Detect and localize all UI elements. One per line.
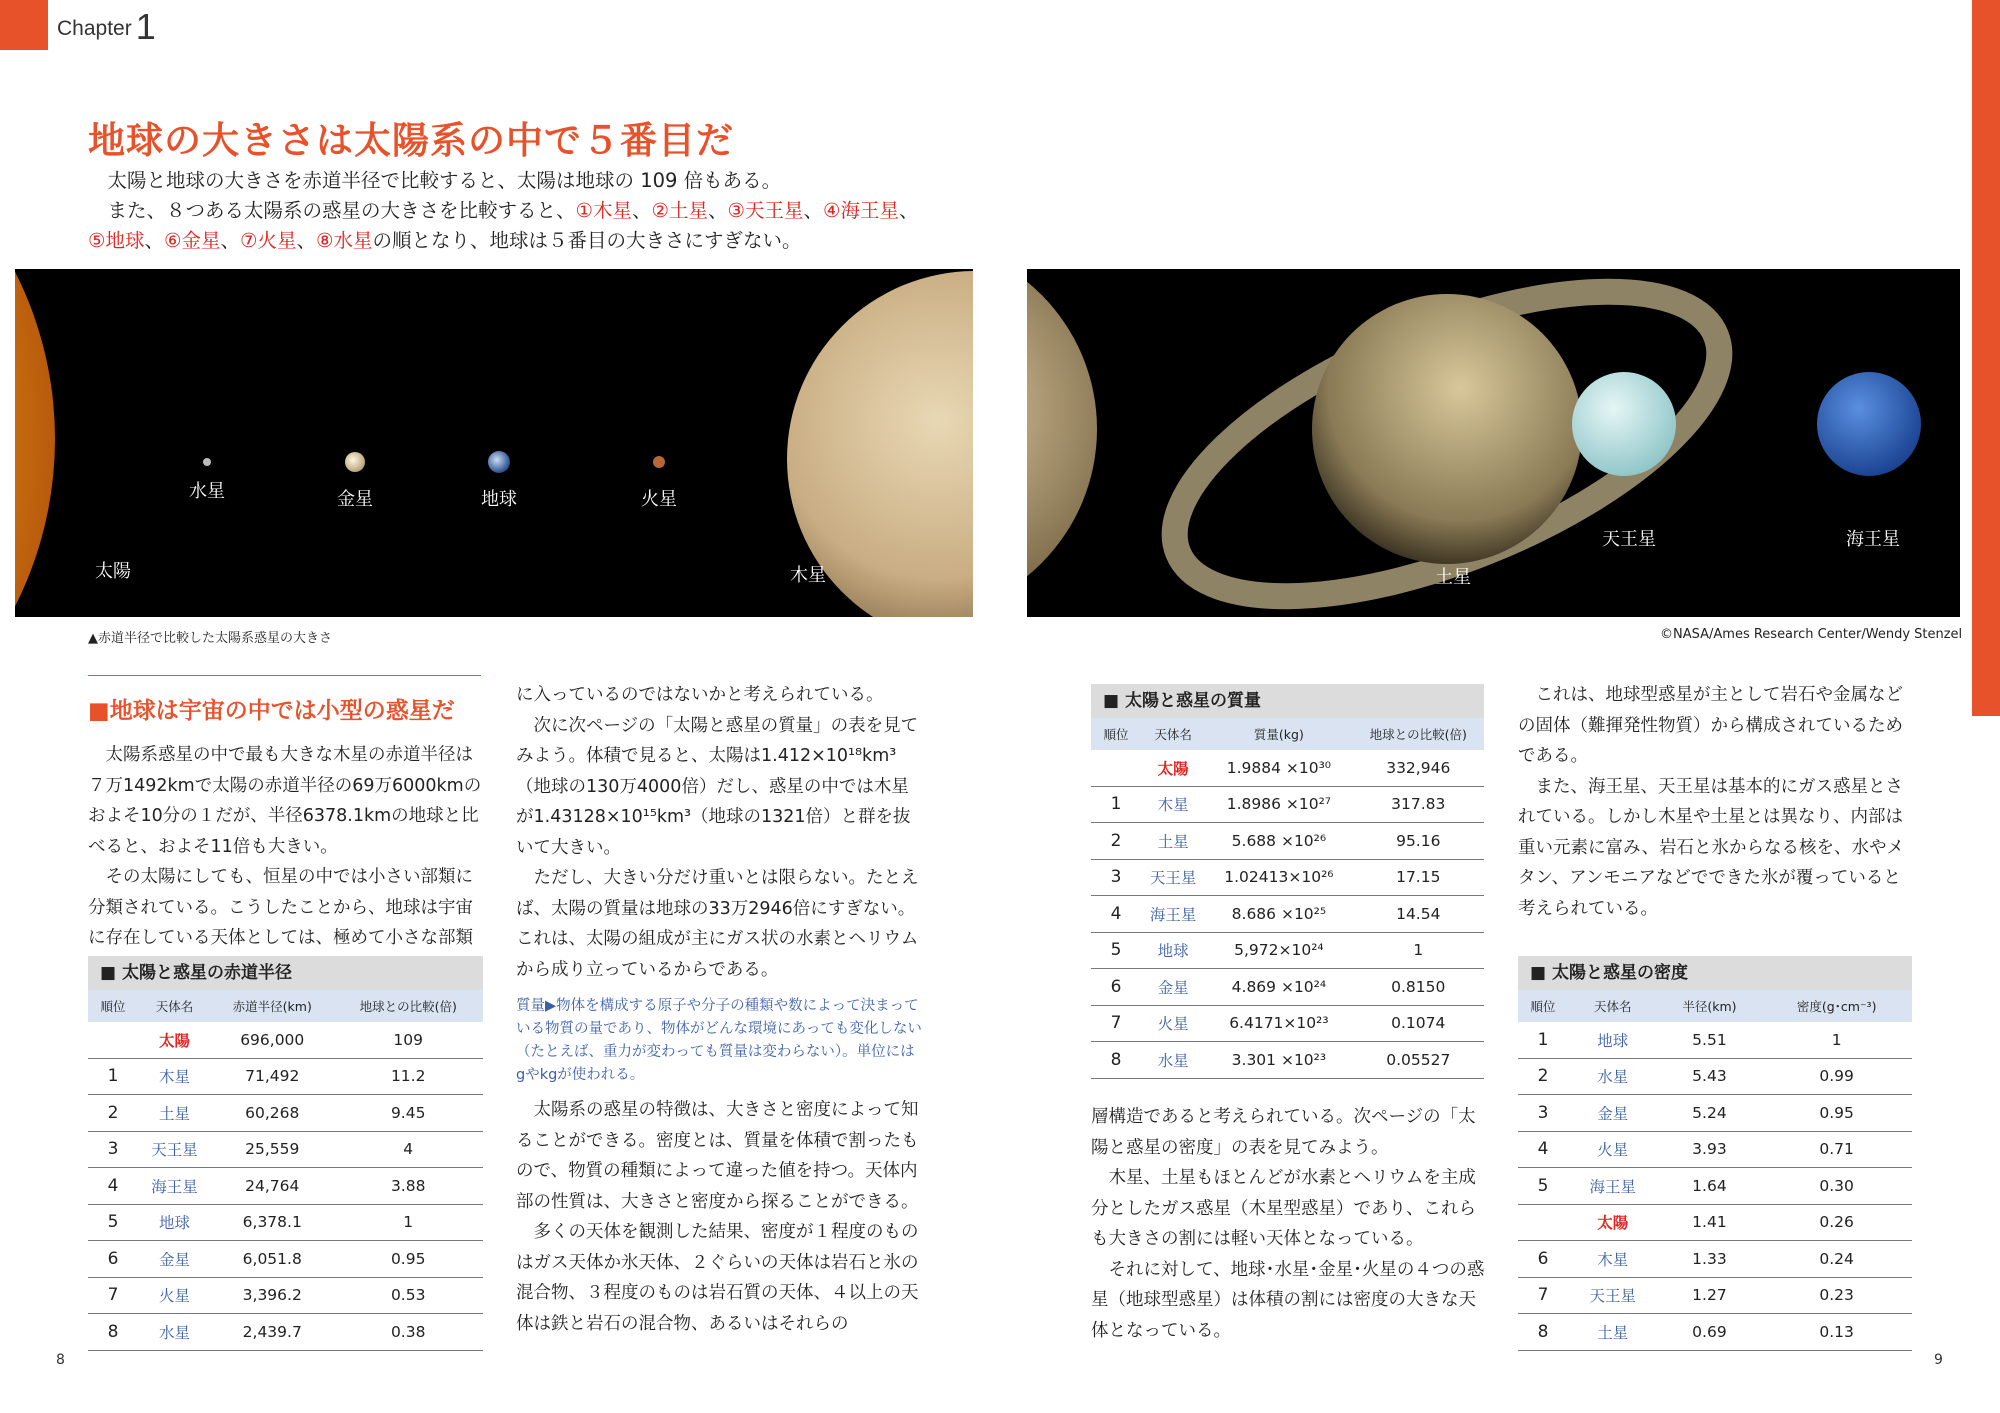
table-cell: 太陽	[138, 1022, 211, 1058]
table-header: 順位	[1091, 718, 1141, 750]
table-cell: 1.8986 ×10²⁷	[1205, 786, 1352, 823]
uranus-image	[1572, 372, 1676, 476]
table-cell: 水星	[138, 1314, 211, 1351]
table-row	[1518, 1314, 1912, 1351]
table-cell: 地球	[1568, 1022, 1658, 1058]
rank-item: ④海王星	[823, 199, 899, 222]
paragraph: ただし、大きい分だけ重いとは限らない。たとえば、太陽の質量は地球の33万2946倍にすぎない。これは、太陽の組成が主にガス状の水素とヘリウムから成り立っているからである。	[516, 868, 919, 980]
table-cell: 海王星	[1141, 896, 1205, 933]
table-cell	[1518, 1204, 1568, 1241]
table-cell: 4	[333, 1131, 483, 1168]
table-cell: 0.05527	[1353, 1042, 1484, 1079]
label-earth: 地球	[481, 489, 517, 510]
table-cell: 0.13	[1761, 1314, 1912, 1351]
table-cell: 0.30	[1761, 1168, 1912, 1205]
table-cell: 海王星	[1568, 1168, 1658, 1205]
table-cell: 3.93	[1658, 1131, 1762, 1168]
table-header: 天体名	[1141, 718, 1205, 750]
label-jupiter: 木星	[790, 565, 826, 586]
table-row	[88, 1314, 483, 1351]
table-row	[88, 1095, 483, 1132]
table-cell: 8	[88, 1314, 138, 1351]
table-cell: 6	[88, 1241, 138, 1278]
table-cell: 1.9884 ×10³⁰	[1205, 750, 1352, 786]
table-cell: 0.38	[333, 1314, 483, 1351]
table-row	[1518, 1277, 1912, 1314]
saturn-image	[1312, 294, 1582, 564]
paragraph: 太陽系惑星の中で最も大きな木星の赤道半径は７万1492kmで太陽の赤道半径の69万6000kmのおよそ10分の１だが、半径6378.1kmの地球と比べると、およそ11倍も大きい。	[88, 745, 482, 857]
table-row	[1518, 1058, 1912, 1095]
table-cell: 6	[1091, 969, 1141, 1006]
rank-item: ⑥金星	[164, 229, 221, 252]
table-cell: 1.41	[1658, 1204, 1762, 1241]
paragraph: 層構造であると考えられている。次ページの「太陽と惑星の密度」の表を見てみよう。	[1091, 1107, 1476, 1158]
table-cell: 金星	[1141, 969, 1205, 1006]
table-header: 密度(g･cm⁻³)	[1761, 990, 1912, 1022]
table-cell: 0.99	[1761, 1058, 1912, 1095]
table-title: ■ 太陽と惑星の赤道半径	[88, 956, 483, 990]
paragraph: これは、地球型惑星が主として岩石や金属などの固体（難揮発性物質）から構成されているためである。	[1518, 685, 1903, 766]
table-cell: 7	[1518, 1277, 1568, 1314]
table-row	[1091, 823, 1484, 860]
table-row	[1091, 1042, 1484, 1079]
table-cell: 木星	[1568, 1241, 1658, 1278]
table-cell: 332,946	[1353, 750, 1484, 786]
lead-line-3: ⑤地球、⑥金星、⑦火星、⑧水星の順となり、地球は５番目の大きさにすぎない。	[88, 229, 802, 252]
table-cell: 6,378.1	[211, 1204, 333, 1241]
table-cell: 3	[1518, 1095, 1568, 1132]
table-cell: 25,559	[211, 1131, 333, 1168]
table-cell: 0.23	[1761, 1277, 1912, 1314]
rank-item: ①木星	[575, 199, 632, 222]
table-cell: 71,492	[211, 1058, 333, 1095]
body-column-1	[88, 740, 483, 954]
table-cell: 金星	[138, 1241, 211, 1278]
table-cell: 4.869 ×10²⁴	[1205, 969, 1352, 1006]
table-cell: 土星	[1141, 823, 1205, 860]
table-row	[1518, 1022, 1912, 1058]
table-cell: 5.51	[1658, 1022, 1762, 1058]
table-cell: 8.686 ×10²⁵	[1205, 896, 1352, 933]
table-header: 順位	[88, 990, 138, 1022]
table-row	[1091, 750, 1484, 786]
chapter-marker	[0, 0, 48, 50]
jupiter-edge-image	[1027, 269, 1097, 617]
table-cell: 火星	[138, 1277, 211, 1314]
table-cell: 地球	[138, 1204, 211, 1241]
table-cell: 海王星	[138, 1168, 211, 1205]
label-neptune: 海王星	[1846, 529, 1900, 550]
table-header: 質量(kg)	[1205, 718, 1352, 750]
table-cell: 1	[333, 1204, 483, 1241]
paragraph: 木星、土星もほとんどが水素とヘリウムを主成分としたガス惑星（木星型惑星）であり、これらも大きさの割には軽い天体となっている。	[1091, 1168, 1476, 1249]
table-cell: 5	[88, 1204, 138, 1241]
table-cell: 木星	[1141, 786, 1205, 823]
label-mars: 火星	[641, 489, 677, 510]
body-column-2	[516, 680, 922, 1339]
table-row	[88, 1131, 483, 1168]
table-cell: 火星	[1141, 1005, 1205, 1042]
label-venus: 金星	[337, 489, 373, 510]
table-row	[1091, 859, 1484, 896]
table-header: 天体名	[138, 990, 211, 1022]
table-cell: 109	[333, 1022, 483, 1058]
table-header: 地球との比較(倍)	[1353, 718, 1484, 750]
table-row	[1518, 1168, 1912, 1205]
table-row	[1518, 1241, 1912, 1278]
table-cell: 696,000	[211, 1022, 333, 1058]
table-row	[1091, 786, 1484, 823]
table-cell: 4	[88, 1168, 138, 1205]
table-row	[88, 1241, 483, 1278]
table-cell: 0.8150	[1353, 969, 1484, 1006]
table-cell: 24,764	[211, 1168, 333, 1205]
table-cell: 5	[1091, 932, 1141, 969]
mass-note: 質量▶物体を構成する原子や分子の種類や数によって決まっている物質の量であり、物体がどんな環境にあっても変化しない（たとえば、重力が変わっても質量は変わらない）。単位にはgやkgが使われる。	[516, 998, 922, 1083]
table-cell: 金星	[1568, 1095, 1658, 1132]
table-cell: 火星	[1568, 1131, 1658, 1168]
table-cell: 9.45	[333, 1095, 483, 1132]
table-cell: 5.43	[1658, 1058, 1762, 1095]
paragraph: に入っているのではないかと考えられている。	[516, 685, 884, 705]
paragraph: 次に次ページの「太陽と惑星の質量」の表を見てみよう。体積で見ると、太陽は1.412×10¹⁸km³（地球の130万4000倍）だし、惑星の中では木星が1.43128×10¹⁵km³（地球の1321倍）と群を抜いて大きい。	[516, 715, 919, 858]
table-header: 半径(km)	[1658, 990, 1762, 1022]
table-cell: 0.69	[1658, 1314, 1762, 1351]
table-cell: 95.16	[1353, 823, 1484, 860]
venus-image	[345, 452, 365, 472]
table-cell: 1.27	[1658, 1277, 1762, 1314]
paragraph: また、海王星、天王星は基本的にガス惑星とされている。しかし木星や土星とは異なり、内部は重い元素に富み、岩石と氷からなる核を、水やメタン、アンモニアなどでできた氷が覆っていると考えられている。	[1518, 776, 1905, 919]
table-cell: 1	[88, 1058, 138, 1095]
table-row	[1518, 1204, 1912, 1241]
table-row	[1091, 896, 1484, 933]
table-row	[88, 1022, 483, 1058]
paragraph: 太陽系の惑星の特徴は、大きさと密度によって知ることができる。密度とは、質量を体積で割ったもので、物質の種類によって違った値を持つ。天体内部の性質は、大きさと密度から探ることができる。	[516, 1100, 919, 1212]
table-cell: 太陽	[1141, 750, 1205, 786]
table-cell: 5.24	[1658, 1095, 1762, 1132]
table-cell: 2	[1091, 823, 1141, 860]
label-mercury: 水星	[189, 481, 225, 502]
planets-photo-left	[15, 269, 973, 617]
chapter-number: 1	[135, 6, 156, 47]
earth-image	[488, 451, 510, 473]
table-row	[1091, 932, 1484, 969]
table-cell: 3	[1091, 859, 1141, 896]
paragraph: その太陽にしても、恒星の中では小さい部類に分類されている。こうしたことから、地球は宇宙に存在している天体としては、極めて小さな部類	[88, 867, 473, 948]
table-cell: 地球	[1141, 932, 1205, 969]
table-cell: 6.4171×10²³	[1205, 1005, 1352, 1042]
table-cell: 4	[1091, 896, 1141, 933]
table-cell: 1	[1518, 1022, 1568, 1058]
page-title: 地球の大きさは太陽系の中で５番目だ	[88, 119, 734, 162]
table-cell: 5	[1518, 1168, 1568, 1205]
table-header: 地球との比較(倍)	[333, 990, 483, 1022]
table-title: ■ 太陽と惑星の密度	[1518, 956, 1912, 990]
table-cell: 2,439.7	[211, 1314, 333, 1351]
table-row	[1091, 969, 1484, 1006]
table-title: ■ 太陽と惑星の質量	[1091, 684, 1484, 718]
paragraph: 多くの天体を観測した結果、密度が１程度のものはガス天体か氷天体、２ぐらいの天体は岩石と氷の混合物、３程度のものは岩石質の天体、４以上の天体は鉄と岩石の混合物、あるいはそれらの	[516, 1222, 919, 1334]
rank-item: ⑤地球	[88, 229, 145, 252]
mass-table	[1091, 718, 1484, 1079]
lead-line-2: また、８つある太陽系の惑星の大きさを比較すると、①木星、②土星、③天王星、④海王星、	[107, 199, 919, 222]
table-cell: 1.02413×10²⁶	[1205, 859, 1352, 896]
paragraph: それに対して、地球･水星･金星･火星の４つの惑星（地球型惑星）は体積の割には密度の大きな天体となっている。	[1091, 1259, 1485, 1341]
chapter-label: Chapter 1	[57, 6, 156, 47]
table-density	[1518, 956, 1912, 1351]
label-saturn: 土星	[1435, 567, 1471, 588]
table-cell: 1	[1761, 1022, 1912, 1058]
table-cell: 1	[1091, 786, 1141, 823]
table-cell: 水星	[1568, 1058, 1658, 1095]
sun-image	[15, 269, 55, 617]
table-cell: 0.95	[1761, 1095, 1912, 1132]
table-cell: 土星	[1568, 1314, 1658, 1351]
table-cell	[88, 1022, 138, 1058]
table-radius	[88, 956, 483, 1351]
planets-illustration-left	[15, 269, 973, 617]
lead-line-1: 太陽と地球の大きさを赤道半径で比較すると、太陽は地球の 109 倍もある。	[107, 169, 782, 192]
table-row	[88, 1058, 483, 1095]
table-cell: 17.15	[1353, 859, 1484, 896]
table-cell: 天王星	[1141, 859, 1205, 896]
table-cell: 水星	[1141, 1042, 1205, 1079]
table-cell: 5,972×10²⁴	[1205, 932, 1352, 969]
table-cell: 1	[1353, 932, 1484, 969]
planets-illustration-right	[1027, 269, 1960, 617]
label-sun: 太陽	[95, 561, 131, 582]
label-uranus: 天王星	[1602, 529, 1656, 550]
table-cell: 土星	[138, 1095, 211, 1132]
neptune-image	[1817, 372, 1921, 476]
rank-item: ⑧水星	[316, 229, 373, 252]
table-cell: 1.64	[1658, 1168, 1762, 1205]
photo-credit: ©NASA/Ames Research Center/Wendy Stenzel	[1660, 627, 1963, 642]
photo-caption: ▲赤道半径で比較した太陽系惑星の大きさ	[88, 631, 332, 646]
table-header: 天体名	[1568, 990, 1658, 1022]
table-cell: 7	[1091, 1005, 1141, 1042]
table-cell: 0.95	[333, 1241, 483, 1278]
table-cell: 2	[1518, 1058, 1568, 1095]
table-cell: 4	[1518, 1131, 1568, 1168]
table-cell: 7	[88, 1277, 138, 1314]
table-row	[88, 1204, 483, 1241]
table-cell: 6	[1518, 1241, 1568, 1278]
density-table	[1518, 990, 1912, 1351]
table-cell: 3.88	[333, 1168, 483, 1205]
table-cell: 太陽	[1568, 1204, 1658, 1241]
lead-paragraph	[88, 166, 928, 256]
section-heading: ■地球は宇宙の中では小型の惑星だ	[88, 698, 455, 724]
table-cell: 8	[1518, 1314, 1568, 1351]
radius-table	[88, 990, 483, 1351]
mars-image	[653, 456, 665, 468]
table-row	[1091, 1005, 1484, 1042]
table-cell: 0.53	[333, 1277, 483, 1314]
table-cell: 14.54	[1353, 896, 1484, 933]
table-cell: 60,268	[211, 1095, 333, 1132]
table-cell: 317.83	[1353, 786, 1484, 823]
table-row	[88, 1168, 483, 1205]
table-cell: 0.1074	[1353, 1005, 1484, 1042]
body-column-4	[1518, 680, 1916, 924]
page-number-left: 8	[56, 1352, 65, 1368]
table-row	[1518, 1095, 1912, 1132]
table-cell: 0.26	[1761, 1204, 1912, 1241]
table-row	[88, 1277, 483, 1314]
rank-item: ③天王星	[727, 199, 804, 222]
table-row	[1518, 1131, 1912, 1168]
table-mass	[1091, 684, 1484, 1079]
rank-item: ⑦火星	[240, 229, 297, 252]
table-cell: 0.24	[1761, 1241, 1912, 1278]
table-cell: 6,051.8	[211, 1241, 333, 1278]
table-cell: 1.33	[1658, 1241, 1762, 1278]
table-cell: 3	[88, 1131, 138, 1168]
body-column-3	[1091, 1102, 1489, 1346]
section-rule	[88, 675, 481, 676]
table-cell: 11.2	[333, 1058, 483, 1095]
table-cell: 3.301 ×10²³	[1205, 1042, 1352, 1079]
table-header: 赤道半径(km)	[211, 990, 333, 1022]
table-cell	[1091, 750, 1141, 786]
table-cell: 天王星	[1568, 1277, 1658, 1314]
planets-photo-right	[1027, 269, 1960, 617]
page-edge-marker	[1972, 0, 2000, 716]
table-cell: 5.688 ×10²⁶	[1205, 823, 1352, 860]
table-cell: 天王星	[138, 1131, 211, 1168]
table-cell: 8	[1091, 1042, 1141, 1079]
table-header: 順位	[1518, 990, 1568, 1022]
table-cell: 2	[88, 1095, 138, 1132]
page-number-right: 9	[1934, 1352, 1943, 1368]
rank-item: ②土星	[651, 199, 708, 222]
mercury-image	[203, 458, 211, 466]
table-cell: 木星	[138, 1058, 211, 1095]
table-cell: 3,396.2	[211, 1277, 333, 1314]
table-cell: 0.71	[1761, 1131, 1912, 1168]
